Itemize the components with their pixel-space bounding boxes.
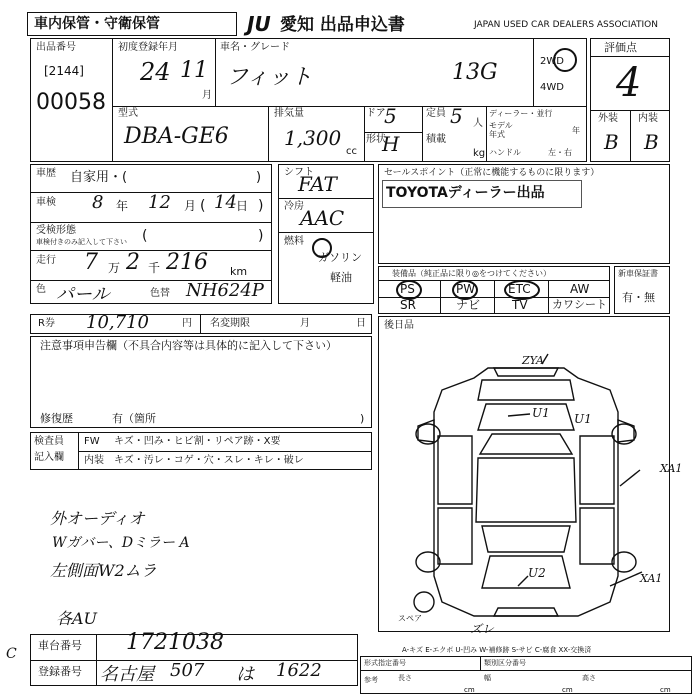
- length-unit: cm: [464, 686, 475, 694]
- damage-legend: A-キズ E-エクボ U-凹み W-補修跡 S-サビ C-腐食 XX-交換済: [402, 646, 592, 654]
- model-year-label-2: 年式: [489, 130, 505, 139]
- shape-label: 形状: [366, 134, 386, 145]
- inspector-label-1: 検査員: [34, 436, 64, 447]
- displacement-unit: cc: [346, 146, 357, 157]
- mark-u1-roof: U1: [532, 406, 550, 420]
- mark-u2: U2: [528, 566, 546, 580]
- first-reg-label: 初度登録年月: [118, 42, 178, 53]
- registration-area: 名古屋: [100, 664, 154, 685]
- registration-label: 登録番号: [38, 665, 82, 678]
- mileage-sen: 2: [126, 250, 140, 275]
- sales-point-label: セールスポイント（正常に機能するものに限ります）: [384, 168, 600, 178]
- note-line-4: 各AU: [56, 609, 98, 628]
- fuel-gasoline: ガソリン: [318, 251, 362, 264]
- ps-circle-mark: [396, 280, 422, 300]
- gasoline-circle-mark: [312, 238, 332, 258]
- width-label: 幅: [484, 674, 491, 682]
- equip-aw: AW: [570, 282, 590, 296]
- recycle-row: [30, 314, 372, 334]
- registration-num3: 1622: [276, 660, 322, 681]
- recycle-unit: 円: [182, 318, 192, 329]
- inspection-year-unit: 年: [116, 199, 129, 213]
- inspector-row2-head: 内装: [84, 455, 104, 466]
- model-label: 型式: [118, 108, 138, 119]
- mark-bottom: ズレ: [470, 622, 495, 636]
- fuel-diesel: 軽油: [330, 271, 352, 284]
- note-line-3: 左側面W2ムラ: [50, 561, 157, 580]
- notes-label: 注意事項申告欄（不具合内容等は具体的に記入して下さい）: [40, 339, 337, 352]
- equip-sr: SR: [400, 298, 416, 312]
- note-line-2: Wガバー、Dミラー A: [52, 535, 190, 551]
- score-value: 4: [616, 60, 642, 106]
- lot-number: 00058: [36, 90, 106, 115]
- doors-value: 5: [384, 104, 397, 128]
- inspection-day: 14: [214, 192, 237, 213]
- color-change-label: 色替: [150, 288, 170, 299]
- inspection-month: 12: [148, 192, 171, 213]
- car-name-label: 車名・グレード: [220, 42, 290, 53]
- load-unit: kg: [473, 148, 486, 159]
- equipment-label: 装備品（純正品に限り◎をつけてください）: [392, 269, 551, 278]
- warranty-label: 新車保証書: [618, 269, 658, 278]
- repair-close: ): [360, 412, 365, 425]
- two-wd: 2WD: [540, 56, 564, 67]
- receive-paren-close: ): [258, 228, 264, 244]
- color-code: NH624P: [186, 280, 264, 301]
- inspection-label: 車検: [36, 197, 56, 208]
- shape-value: H: [382, 132, 400, 156]
- receive-label: 受検形態: [36, 225, 76, 236]
- chassis-label: 車台番号: [38, 639, 82, 652]
- first-reg-year: 24: [140, 58, 171, 86]
- storage-label: 車内保管・守衛保管: [34, 16, 160, 32]
- inspection-paren-open: (: [200, 198, 206, 214]
- class-label: 類別区分番号: [484, 659, 526, 667]
- inspection-month-unit: 月: [184, 199, 197, 213]
- association-english: JAPAN USED CAR DEALERS ASSOCIATION: [474, 20, 658, 30]
- ju-logo: JU: [247, 12, 271, 36]
- capacity-label: 定員: [426, 108, 446, 119]
- receive-paren-open: (: [142, 228, 148, 244]
- color-label: 色: [36, 284, 46, 295]
- mark-u1-side: U1: [574, 412, 592, 426]
- left-margin-mark: C: [6, 646, 17, 662]
- shift-label: シフト: [284, 167, 314, 178]
- history-close: ): [256, 170, 262, 185]
- rear-label: 後日品: [384, 320, 414, 331]
- height-label: 高さ: [582, 674, 596, 682]
- inspection-paren-close: ): [258, 198, 264, 214]
- car-grade: 13G: [452, 60, 498, 85]
- lot-label: 出品番号: [36, 42, 76, 53]
- repair-label: 修復歴: [40, 412, 73, 425]
- mileage-label: 走行: [36, 255, 56, 266]
- aircon-value: AAC: [300, 206, 345, 230]
- recycle-label: R券: [38, 318, 55, 329]
- handle-label: ハンドル: [489, 148, 521, 157]
- mileage-man: 7: [84, 250, 98, 275]
- chassis-value: 1721038: [126, 630, 224, 655]
- displacement-value: 1,300: [284, 126, 342, 150]
- length-label: 長さ: [398, 674, 412, 682]
- sales-point-box: [378, 164, 670, 264]
- pw-circle-mark: [452, 280, 478, 300]
- equip-navi: ナビ: [456, 298, 481, 312]
- inspection-day-unit: 日: [236, 199, 249, 213]
- inspector-row2: キズ・汚レ・コゲ・穴・スレ・キレ・破レ: [114, 455, 304, 466]
- inspector-row1: キズ・凹み・ヒビ割・リペア跡・X要: [114, 436, 281, 447]
- dealer-label: ディーラー・並行: [489, 109, 553, 118]
- score-label: 評価点: [604, 41, 637, 54]
- aircon-label: 冷房: [284, 201, 304, 212]
- registration-num1: 507: [170, 660, 205, 681]
- mileage-man-unit: 万: [108, 261, 121, 275]
- history-label: 車歴: [36, 168, 56, 179]
- name-change-day-unit: 日: [356, 318, 366, 329]
- receive-note: 車検付きのみ記入して下さい: [36, 238, 127, 246]
- mark-xa1-upper: XA1: [660, 462, 683, 475]
- equip-pw: PW: [456, 282, 476, 296]
- sales-point-value: TOYOTAディーラー出品: [386, 185, 545, 201]
- model-value: DBA-GE6: [124, 124, 229, 149]
- displacement-label: 排気量: [274, 108, 304, 119]
- spare-label: スペア: [398, 614, 422, 623]
- height-unit: cm: [660, 686, 671, 694]
- association-title: 愛知 出品申込書: [280, 15, 405, 35]
- model-year-label-1: モデル: [489, 121, 513, 130]
- lot-sub-number: [2144]: [44, 64, 84, 78]
- ref-label: 参考: [364, 676, 378, 684]
- equip-ps: PS: [400, 282, 415, 296]
- name-change-month-unit: 月: [300, 318, 310, 329]
- shift-value: FAT: [298, 172, 337, 196]
- inspector-row1-head: FW: [84, 436, 100, 447]
- etc-circle-mark: [504, 280, 540, 300]
- load-label: 積載: [426, 134, 446, 145]
- width-unit: cm: [562, 686, 573, 694]
- name-change-label: 名変期限: [210, 318, 250, 329]
- note-line-1: 外オーディオ: [50, 509, 145, 528]
- first-reg-month: 11: [180, 58, 208, 83]
- inspector-label-2: 記入欄: [34, 452, 64, 463]
- year-unit: 年: [572, 126, 580, 135]
- four-wd: 4WD: [540, 82, 564, 93]
- mark-xa1-lower: XA1: [640, 572, 663, 585]
- fuel-label: 燃料: [284, 236, 304, 247]
- registration-num2: は: [236, 664, 254, 685]
- mileage-rest: 216: [166, 250, 208, 275]
- car-name: フィット: [226, 65, 313, 90]
- history-value: 自家用・(: [70, 170, 128, 185]
- capacity-value: 5: [450, 104, 463, 128]
- exterior-grade: B: [604, 130, 619, 154]
- recycle-value: 10,710: [86, 312, 149, 333]
- repair-value: 有（箇所: [112, 412, 156, 425]
- mileage-unit: km: [230, 265, 248, 278]
- equip-etc: ETC: [508, 282, 531, 296]
- inspection-year: 8: [92, 192, 104, 213]
- mileage-sen-unit: 千: [148, 261, 161, 275]
- warranty-value: 有・無: [622, 291, 655, 304]
- interior-label: 内装: [638, 113, 658, 124]
- equip-seat: カワシート: [552, 298, 607, 311]
- interior-grade: B: [644, 130, 659, 154]
- exterior-label: 外装: [598, 113, 618, 124]
- form-cert-label: 形式指定番号: [364, 659, 406, 667]
- color-value: パール: [56, 284, 110, 305]
- doors-label: ドア: [366, 108, 386, 119]
- mark-top: ZYA: [522, 354, 544, 367]
- handle-left-right: 左・右: [548, 148, 572, 157]
- capacity-unit: 人: [473, 118, 483, 129]
- first-reg-month-unit: 月: [202, 90, 212, 101]
- equip-tv: TV: [512, 298, 528, 312]
- 2wd-circle-mark: [553, 48, 577, 72]
